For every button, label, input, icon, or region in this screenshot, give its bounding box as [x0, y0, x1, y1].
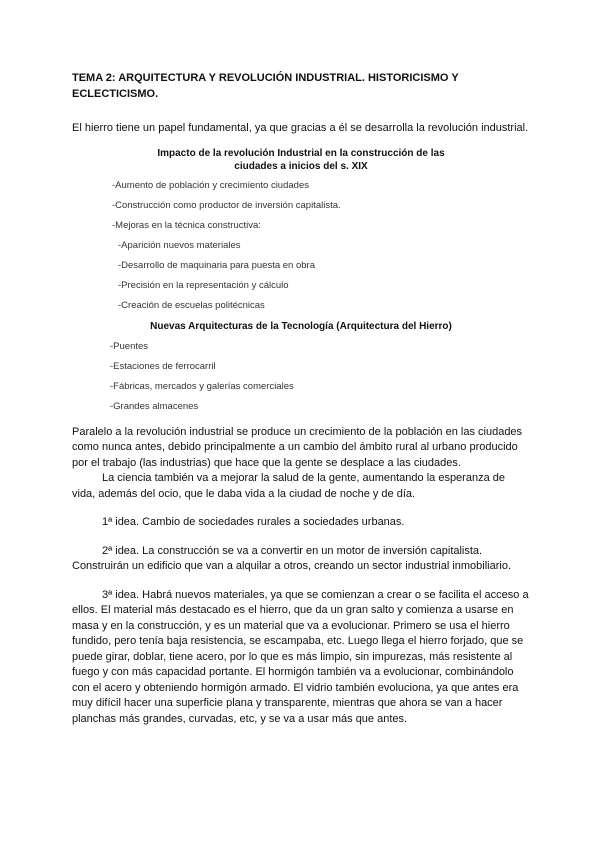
- section2-heading: Nuevas Arquitecturas de la Tecnología (Arquitectura del Hierro): [150, 320, 452, 332]
- sub-list-item: -Creación de escuelas politécnicas: [118, 299, 265, 311]
- paragraph-idea-1: 1ª idea. Cambio de sociedades rurales a sociedades urbanas.: [102, 516, 405, 528]
- list-item: -Aumento de población y crecimiento ciudades: [112, 179, 309, 191]
- sub-list-item: -Desarrollo de maquinaria para puesta en obra: [118, 259, 315, 271]
- list-item: -Mejoras en la técnica constructiva:: [112, 219, 261, 231]
- section1-list: [72, 180, 530, 312]
- sub-list-item: -Aparición nuevos materiales: [118, 239, 241, 251]
- section2-list: [72, 341, 530, 413]
- paragraph-science: La ciencia también va a mejorar la salud de la gente, aumentando la esperanza de vida, además del ocio, que le daba vida a la ciudad de noche y de día.: [72, 472, 505, 500]
- list-item: -Fábricas, mercados y galerías comerciales: [110, 380, 294, 392]
- paragraph-idea-2: 2ª idea. La construcción se va a convertir en un motor de inversión capitalista. Construirán un edificio que van a alquilar a otros, creando un sector industrial inmobiliario.: [72, 544, 512, 572]
- paragraph-idea-3: 3ª idea. Habrá nuevos materiales, ya que se comienzan a crear o se facilita el acceso a ellos. El material más destacado es el hierro, que da un gran salto y comienza a usarse en masa y en la construcción, y es un material que va a evolucionar. Primero se usa el hierro fundido, pero tenía baja resistencia, se escampaba, etc. Luego llega el hierro forjado, que se puede girar, doblar, tiene acero, por lo que es más limpio, sin impurezas, más resistente al fuego y con más capacidad portante. El hormigón también va a evolucionar, combinándolo con el acero y obteniendo hormigón armado. El vidrio también evoluciona, ya que antes era muy difícil hacer una superficie plana y transparente, mientras que ahora se van a hacer planchas más grandes, curvadas, etc, y se va a usar más que antes.: [72, 588, 529, 725]
- section1-heading: Impacto de la revolución Industrial en la construcción de las ciudades a inicios del s. XIX: [157, 147, 445, 172]
- paragraph-population: Paralelo a la revolución industrial se produce un crecimiento de la población en las ciudades como nunca antes, debido principalmente a un cambio del ámbito rural al urbano producido por el trabajo (las industrias) que hace que la gente se desplace a las ciudades.: [72, 425, 523, 469]
- intro-paragraph: El hierro tiene un papel fundamental, ya que gracias a él se desarrolla la revolución industrial.: [72, 122, 529, 134]
- document-title: TEMA 2: ARQUITECTURA Y REVOLUCIÓN INDUSTRIAL. HISTORICISMO Y ECLECTICISMO.: [72, 72, 459, 100]
- sub-list-item: -Precisión en la representación y cálculo: [118, 279, 289, 291]
- list-item: -Construcción como productor de inversión capitalista.: [112, 199, 341, 211]
- list-item: -Puentes: [110, 340, 149, 352]
- list-item: -Estaciones de ferrocarril: [110, 360, 216, 372]
- list-item: -Grandes almacenes: [110, 400, 199, 412]
